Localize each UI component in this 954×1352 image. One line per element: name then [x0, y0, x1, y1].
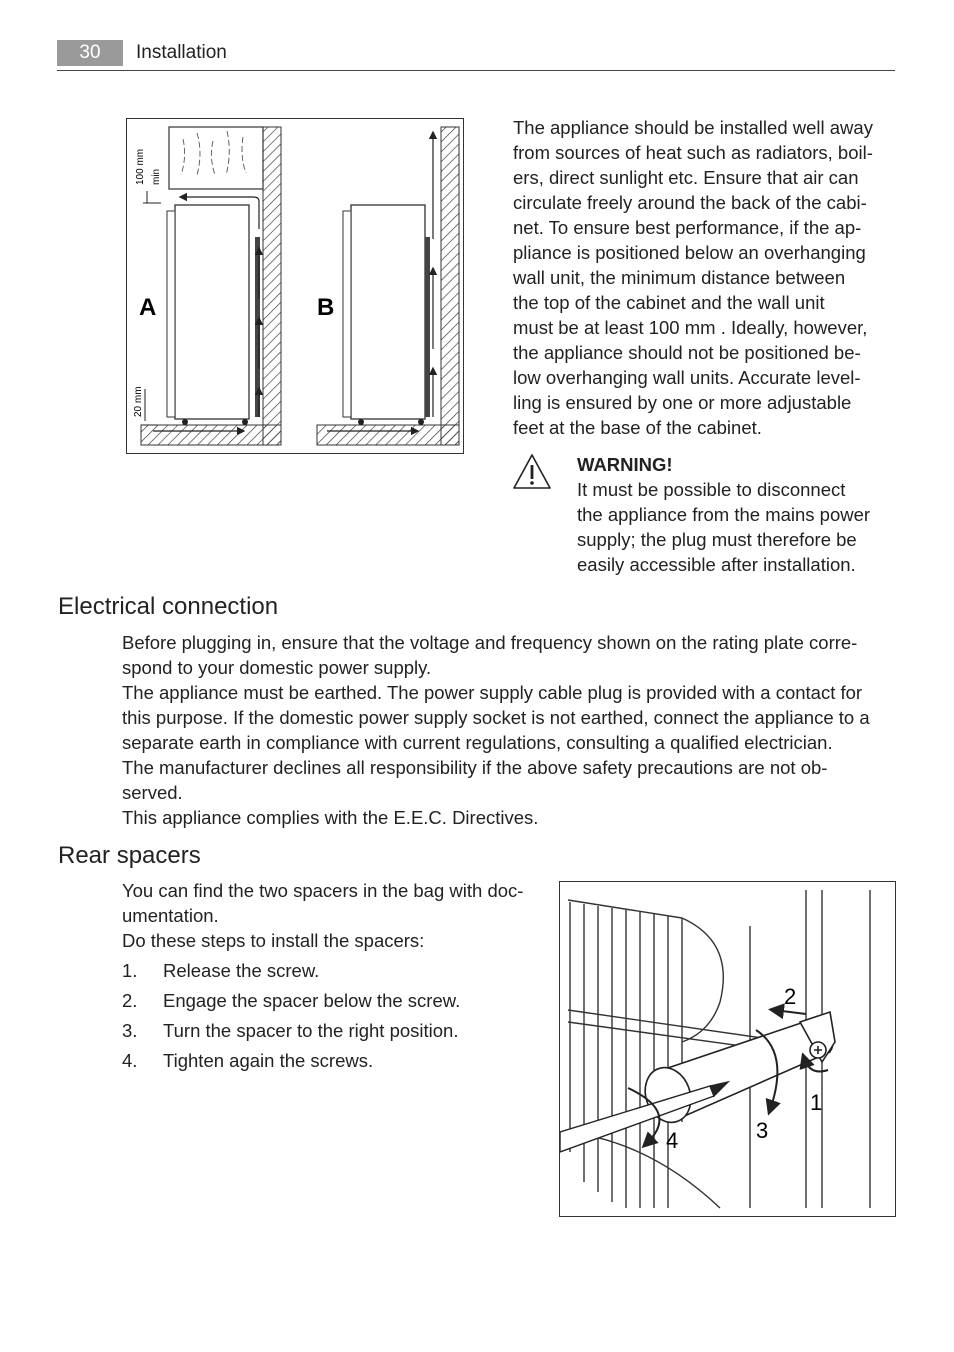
rear-spacers-line: Do these steps to install the spacers: [122, 930, 425, 951]
installation-figure [126, 118, 464, 454]
warning-icon [511, 452, 553, 492]
step-label-1: 1 [810, 1090, 823, 1115]
warning-line: the appliance from the mains power [577, 504, 871, 525]
electrical-heading: Electrical connection [58, 593, 279, 620]
step-label-3: 3 [756, 1118, 769, 1143]
spacer-diagram [560, 882, 895, 1216]
electrical-line: spond to your domestic power supply. [122, 657, 432, 678]
intro-line: the top of the cabinet and the wall unit [513, 292, 825, 313]
electrical-line: The appliance must be earthed. The power supply cable plug is provided with a contact for [122, 682, 863, 703]
label-b: B [317, 294, 335, 321]
spacer-figure [559, 881, 896, 1217]
dim-min: min [151, 168, 162, 185]
step-text: Tighten again the screws. [163, 1050, 374, 1071]
rear-spacers-line: umentation. [122, 905, 219, 926]
rear-spacers-line: You can find the two spacers in the bag with doc- [122, 880, 524, 901]
page-number: 30 [57, 40, 123, 66]
list-item [122, 1046, 552, 1076]
intro-line: from sources of heat such as radiators, boil- [513, 142, 873, 163]
step-text: Engage the spacer below the screw. [163, 990, 461, 1011]
electrical-line: separate earth in compliance with current regulations, consulting a qualified electrician. [122, 732, 833, 753]
electrical-line: Before plugging in, ensure that the voltage and frequency shown on the rating plate corre- [122, 632, 858, 653]
list-item [122, 986, 552, 1016]
electrical-line: The manufacturer declines all responsibility if the above safety precautions are not ob- [122, 757, 828, 778]
dim-100mm: 100 mm [135, 148, 146, 185]
list-item [122, 1016, 552, 1046]
intro-line: feet at the base of the cabinet. [513, 417, 762, 438]
section-title: Installation [136, 42, 227, 63]
intro-line: circulate freely around the back of the cabi- [513, 192, 867, 213]
intro-paragraph [513, 115, 903, 440]
warning-block [577, 452, 907, 577]
warning-line: supply; the plug must therefore be [577, 529, 857, 550]
warning-title: WARNING! [577, 454, 673, 475]
intro-line: The appliance should be installed well away [513, 117, 873, 138]
intro-line: low overhanging wall units. Accurate level- [513, 367, 861, 388]
intro-line: the appliance should not be positioned be- [513, 342, 861, 363]
intro-line: wall unit, the minimum distance between [513, 267, 846, 288]
step-text: Turn the spacer to the right position. [163, 1020, 459, 1041]
step-label-2: 2 [784, 984, 797, 1009]
label-a: A [139, 294, 157, 321]
intro-line: pliance is positioned below an overhanging [513, 242, 866, 263]
step-label-4: 4 [666, 1128, 679, 1153]
step-number: 3. [122, 1020, 138, 1041]
step-number: 2. [122, 990, 138, 1011]
dim-20mm: 20 mm [133, 386, 144, 417]
warning-line: It must be possible to disconnect [577, 479, 846, 500]
steps-list [122, 956, 552, 1076]
step-number: 1. [122, 960, 138, 981]
electrical-line: served. [122, 782, 183, 803]
intro-line: net. To ensure best performance, if the ap- [513, 217, 862, 238]
rear-spacers-body [122, 878, 552, 1076]
step-number: 4. [122, 1050, 138, 1071]
intro-line: ers, direct sunlight etc. Ensure that air can [513, 167, 859, 188]
electrical-line: This appliance complies with the E.E.C. Directives. [122, 807, 539, 828]
warning-line: easily accessible after installation. [577, 554, 856, 575]
electrical-body [122, 630, 912, 830]
intro-line: ling is ensured by one or more adjustable [513, 392, 852, 413]
rear-spacers-heading: Rear spacers [58, 842, 201, 869]
header-rule [57, 70, 895, 71]
intro-line: must be at least 100 mm . Ideally, however, [513, 317, 868, 338]
list-item [122, 956, 552, 986]
electrical-line: this purpose. If the domestic power supply socket is not earthed, connect the appliance to a [122, 707, 870, 728]
step-text: Release the screw. [163, 960, 320, 981]
installation-diagram [127, 119, 463, 453]
